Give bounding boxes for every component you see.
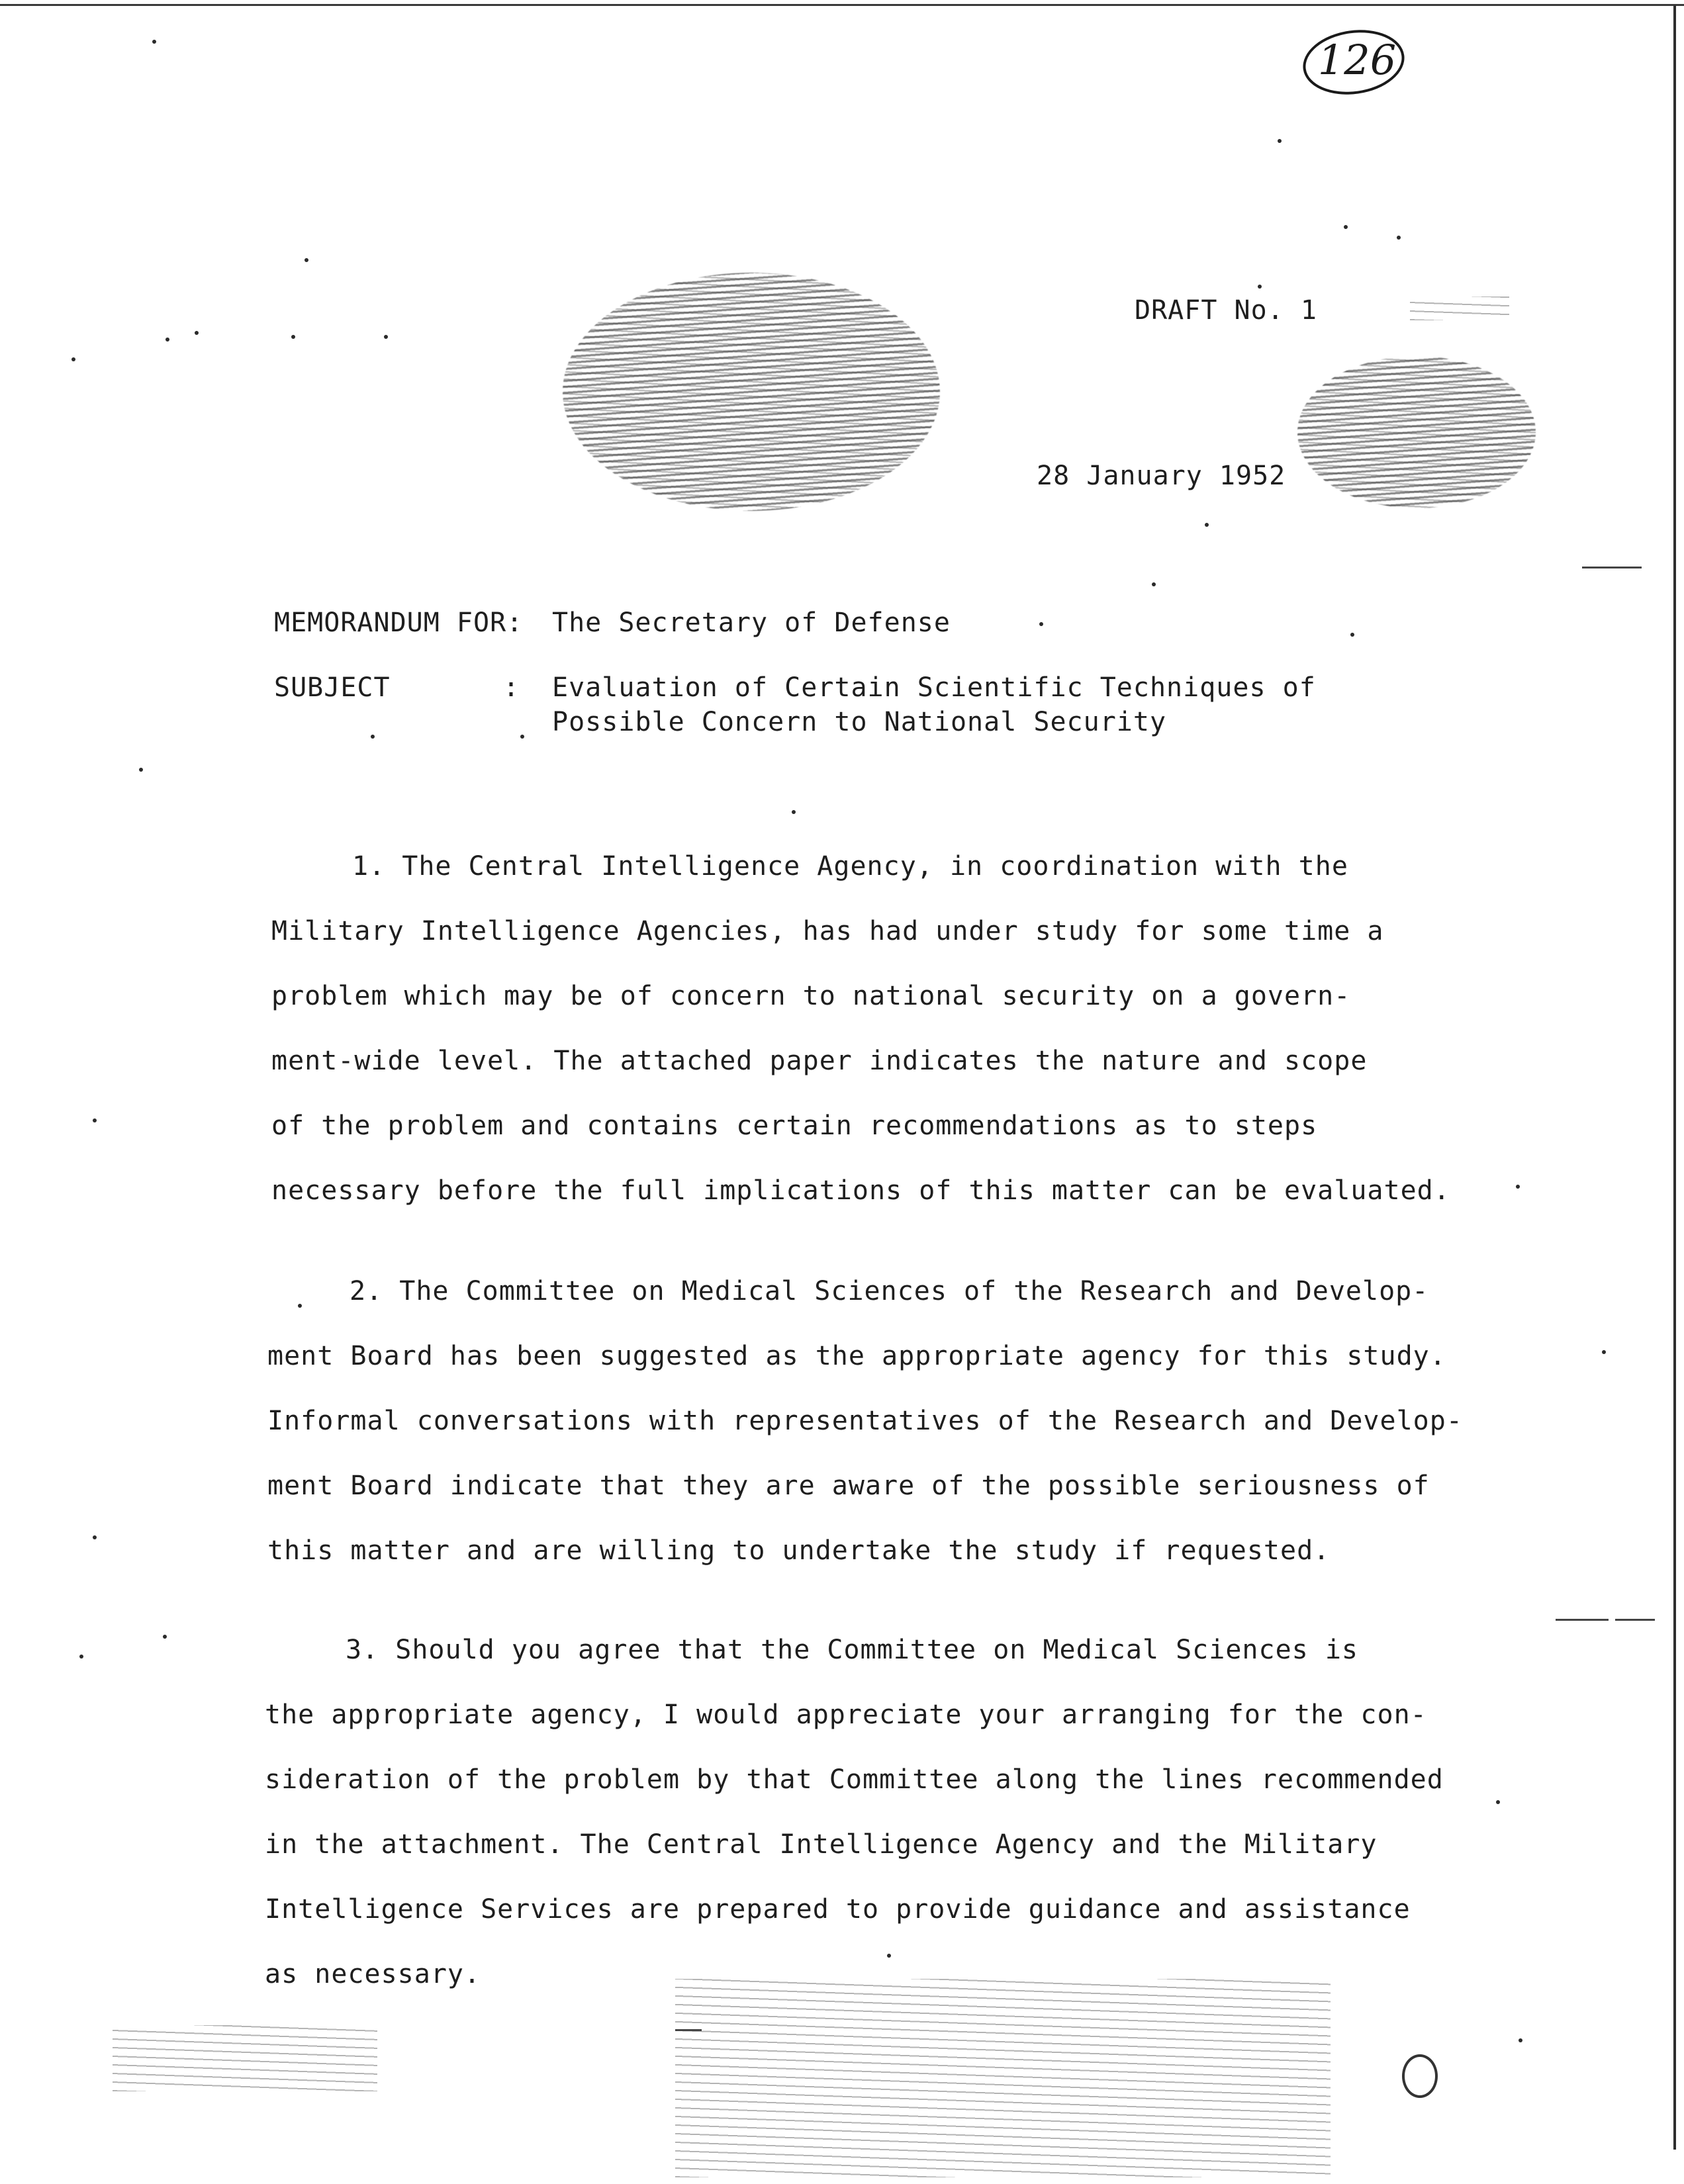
scan-speck — [79, 1655, 83, 1659]
scan-speck — [195, 331, 199, 335]
scan-speck — [792, 810, 796, 814]
scan-mark-dash — [1615, 1619, 1655, 1621]
memo-date: 28 January 1952 — [1037, 461, 1286, 491]
scan-speck — [1397, 236, 1401, 240]
paragraph-3-line-5: Intelligence Services are prepared to provide guidance and assistance — [265, 1894, 1411, 1925]
scan-speck — [71, 357, 75, 361]
scan-speck — [93, 1535, 97, 1539]
subject-line-1: Evaluation of Certain Scientific Techniques of — [552, 672, 1316, 703]
scan-speck — [371, 735, 375, 739]
scan-speck — [1278, 139, 1282, 143]
paragraph-2-line-1: 2. The Committee on Medical Sciences of the Research and Develop- — [350, 1276, 1429, 1306]
redaction-header-right — [1297, 356, 1536, 508]
subject-separator: : — [503, 672, 520, 703]
scan-speck — [1152, 582, 1156, 586]
redaction-footer-center — [675, 1979, 1331, 2177]
scan-speck — [152, 40, 156, 44]
scan-speck — [291, 335, 295, 339]
scan-speck — [93, 1118, 97, 1122]
redaction-footer-left — [113, 2025, 377, 2091]
redaction-header-left — [563, 273, 940, 511]
paragraph-3-line-6: as necessary. — [265, 1959, 481, 1989]
scan-speck — [304, 258, 308, 262]
scan-speck — [520, 735, 524, 739]
scan-speck — [1350, 633, 1354, 637]
memo-recipient: The Secretary of Defense — [552, 608, 951, 638]
paragraph-3-line-1: 3. Should you agree that the Committee on Medical Sciences is — [346, 1635, 1359, 1665]
paragraph-1-line-2: Military Intelligence Agencies, has had under study for some time a — [271, 916, 1384, 946]
scan-speck — [887, 1954, 891, 1958]
paragraph-1-line-6: necessary before the full implications of this matter can be evaluated. — [271, 1175, 1450, 1206]
paragraph-3-line-3: sideration of the problem by that Committee along the lines recommended — [265, 1764, 1444, 1795]
scan-speck — [163, 1635, 167, 1639]
subject-label: SUBJECT — [274, 672, 391, 703]
right-border-line — [1673, 5, 1676, 2150]
paragraph-2-line-3: Informal conversations with representatives of the Research and Develop- — [267, 1406, 1463, 1436]
draft-number: DRAFT No. 1 — [1135, 295, 1317, 326]
scan-speck — [1258, 285, 1262, 289]
handwritten-page-number: 126 — [1317, 36, 1397, 84]
scan-mark-dash — [1582, 567, 1642, 569]
top-border-line — [0, 4, 1684, 6]
paragraph-1-line-5: of the problem and contains certain recommendations as to steps — [271, 1111, 1318, 1141]
scan-speck — [298, 1304, 302, 1308]
paragraph-1-line-3: problem which may be of concern to national security on a govern- — [271, 981, 1351, 1011]
scan-speck — [1039, 622, 1043, 626]
redaction-draft-suffix — [1410, 296, 1509, 320]
paragraph-2-line-4: ment Board indicate that they are aware of the possible seriousness of — [267, 1471, 1430, 1501]
scan-mark-circle — [1402, 2054, 1438, 2098]
scan-speck — [1205, 523, 1209, 527]
scan-speck — [1496, 1800, 1500, 1804]
paragraph-1-line-1: 1. The Central Intelligence Agency, in coordination with the — [352, 851, 1348, 882]
memo-for-label: MEMORANDUM FOR: — [274, 608, 524, 638]
scan-speck — [1602, 1350, 1606, 1354]
scan-mark-dash — [675, 2029, 702, 2031]
scan-speck — [165, 338, 169, 341]
scan-speck — [1516, 1185, 1520, 1189]
scan-speck — [384, 335, 388, 339]
scan-speck — [1519, 2038, 1522, 2042]
subject-line-2: Possible Concern to National Security — [552, 707, 1167, 737]
scan-speck — [1344, 225, 1348, 229]
paragraph-1-line-4: ment-wide level. The attached paper indicates the nature and scope — [271, 1046, 1368, 1076]
paragraph-3-line-4: in the attachment. The Central Intelligence Agency and the Military — [265, 1829, 1378, 1860]
scan-speck — [139, 768, 143, 772]
paragraph-3-line-2: the appropriate agency, I would appreciate your arranging for the con- — [265, 1700, 1427, 1730]
paragraph-2-line-2: ment Board has been suggested as the appropriate agency for this study. — [267, 1341, 1446, 1371]
paragraph-2-line-5: this matter and are willing to undertake the study if requested. — [267, 1535, 1331, 1566]
scan-mark-dash — [1556, 1619, 1609, 1621]
